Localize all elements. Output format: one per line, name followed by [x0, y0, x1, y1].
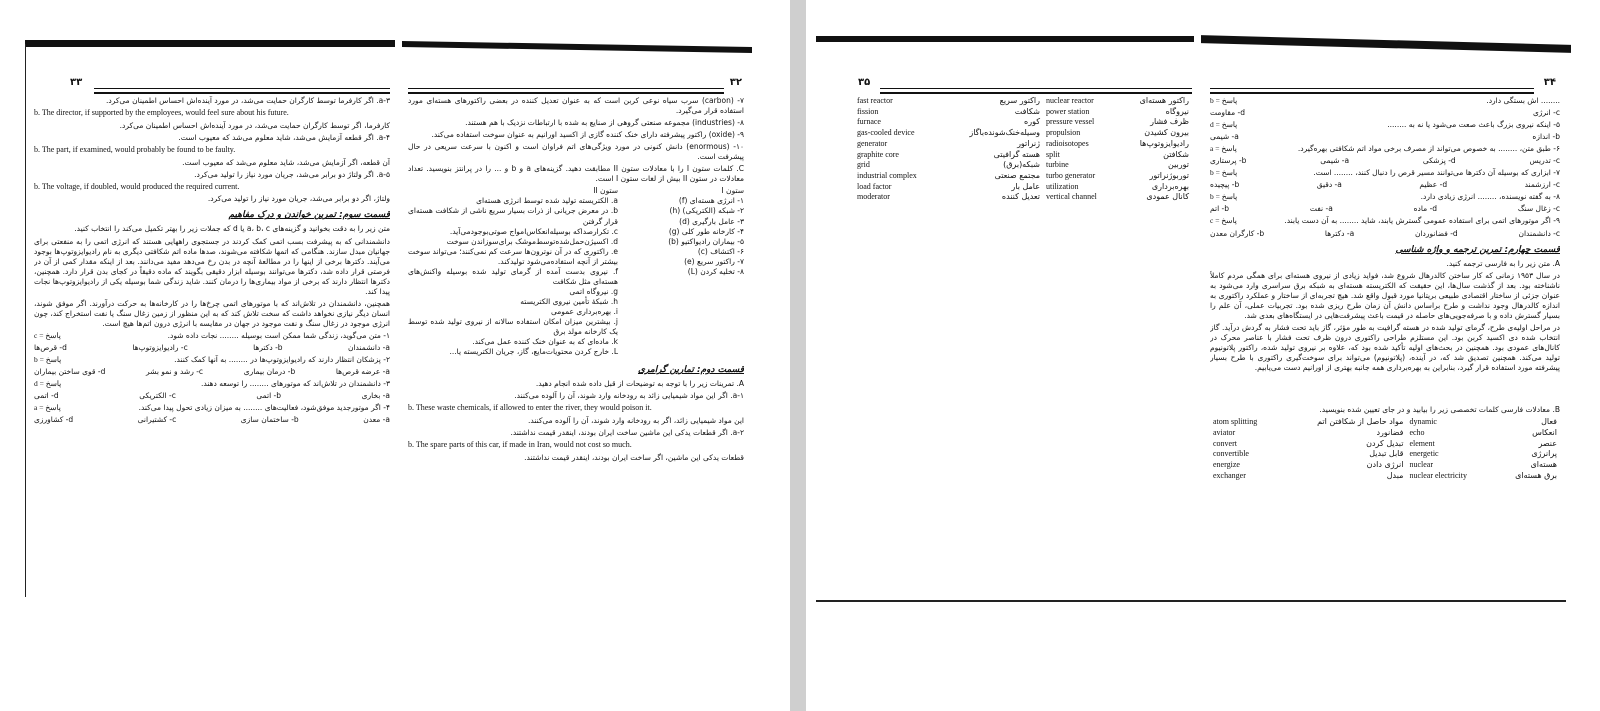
answer-key: پاسخ = b — [34, 355, 62, 365]
column-two-item: f. نیروی بدست آمده از گرمای تولید شده بوسیله واکنش‌های هسته‌ای مثل شکافت — [408, 266, 618, 286]
answer-option: a- نفت — [1309, 204, 1333, 214]
column-two-item: L. خارج کردن محتویات‌مایع، گاز، جریان الکتریسته یا... — [449, 347, 618, 357]
question-stem: ۷- ابزاری که بوسیله آن دکترها می‌توانند مسیر قرص را دنبال کنند، ........ است. — [1313, 168, 1560, 178]
persian-term: رادیوایزوتوپ‌ها — [1139, 138, 1189, 148]
answer-options — [1210, 180, 1560, 190]
english-term: grid — [857, 160, 870, 170]
persian-term: کوره — [1024, 117, 1041, 127]
question-stem: ۹- اگر موتورهای اتمی برای استفاده عمومی گسترش یابند، شاید ........ به آن دست یابند. — [1284, 216, 1560, 226]
answer-option: d- فضانوردان — [1414, 228, 1458, 238]
english-term: vertical channel — [1046, 192, 1097, 202]
vocabulary-row — [854, 107, 1192, 118]
answer-key: پاسخ = b — [1210, 96, 1238, 105]
answer-option: b- کارگران معدن — [1210, 228, 1265, 238]
page-body — [854, 96, 1192, 203]
answer-option: c- زغال سنگ — [1517, 204, 1560, 214]
answer-option: d- اتمی — [34, 391, 59, 401]
header-rule — [1210, 88, 1534, 94]
english-term: pressure vessel — [1046, 117, 1095, 127]
answer-key: پاسخ = a — [34, 403, 61, 413]
exercise-instruction: A. تمرینات زیر را با توجه به توضیحات از قبل داده شده انجام دهید. — [535, 379, 744, 389]
answer-option: b- پرستاری — [1210, 156, 1247, 166]
english-term: exchanger — [1213, 470, 1246, 480]
english-term: fast reactor — [857, 96, 893, 105]
column-one-item: ۸- تخلیه کردن (L) — [687, 266, 744, 276]
persian-term: انعکاس — [1532, 427, 1557, 437]
answer-option: a- شیمی — [1210, 132, 1239, 142]
vocabulary-row — [854, 160, 1192, 171]
question-stem: ۵- اینکه نیروی بزرگ باعث صعت می‌شود یا نه به ........ — [1387, 120, 1560, 130]
english-term: gas-cooled device — [857, 128, 915, 138]
reading-paragraph: دانشمندانی که به پیشرفت بسب اتمی کمک کردند در جستجوی راههایی هستند که انرژی اتمی را به منفعتی برای جهانیان مبدل سازند. هنگامی که اتمها شکافته می‌شوند، صدها ماده اتم شکافتی دیگری به نام رادیوایزوتوپ‌ها بوجود می‌آیند. دکترها برخی از اینها را در مطالعهٔ آنچه در بدن رخ می‌دهد مفید می‌دانند. بعد از اینکه مقدار کمی از آن در فرصتی قرار داده شد، دکترها می‌توانند بوسیله ابزار دقیقی بگویند که ماده دقیقاً در کجای بدن قرار دارد. همچنین، دکترها انتظار دارند که برخی از مواد بیماری‌ها را درمان کنند. شاید زندگی شما بوسیله یکی از رادیوایزوتوپ‌ها نجات پیدا کند. — [34, 236, 390, 296]
question-stem-row — [1210, 96, 1560, 106]
persian-term: انرژی دادن — [1366, 460, 1404, 470]
persian-term: پرانرژی — [1531, 449, 1557, 459]
column-one-item: ۶- اکتشاف (c) — [697, 246, 744, 256]
answer-option: a- عرضه قرص‌ها — [335, 367, 390, 377]
english-term: energetic — [1409, 449, 1439, 459]
column-one-item: ۲- شبکه (الکتریکی) (h) — [669, 206, 744, 216]
column-one-item: ۷- راکتور سریع (e) — [684, 256, 744, 266]
answer-key: پاسخ = b — [1210, 192, 1238, 202]
answer-options — [34, 415, 390, 425]
answer-option: b- اتم — [1210, 204, 1230, 214]
answer-option: b- درمان بیماری — [243, 367, 296, 377]
column-one-item: ۴- کارخانه طور کلی (g) — [668, 226, 744, 236]
answer-options — [34, 367, 390, 377]
english-sentence: b. The director, if supported by the employees, would feel sure about his future. — [34, 108, 289, 118]
persian-term: توربین — [1168, 160, 1189, 170]
vocabulary-row — [854, 182, 1192, 193]
persian-sentence: کارفرما، اگر توسط کارگران حمایت می‌شد، در مورد آینده‌اش احساس اطمینان می‌کرد. — [119, 120, 390, 130]
column-two-item: d. اکسیژن‌حمل‌شده‌توسط‌موشک برای‌سوزاندن سوخت — [446, 236, 618, 246]
header-rule — [880, 88, 1192, 94]
persian-term: مواد حاصل از شکافتن اتم — [1317, 417, 1404, 427]
equivalents-row — [1210, 460, 1560, 471]
english-term: convert — [1213, 438, 1237, 448]
column-two-item: b. در معرض جریانی از ذرات بسیار سریع ناشی از شکافت هسته‌ای قرار گرفتن — [408, 206, 618, 226]
persian-term: راکتور سریع — [999, 96, 1041, 105]
persian-sentence: آن قطعه، اگر آزمایش می‌شد، شاید معلوم می‌شد که معیوب است. — [182, 157, 390, 167]
left-scanned-spread — [0, 0, 790, 711]
spacer — [1210, 375, 1560, 405]
answer-option: d- ماده — [1413, 204, 1438, 214]
question-stem: ۳- دانشمندان در تلاش‌اند که موتورهای ........ را توسعه دهند. — [200, 379, 390, 389]
exercise-instruction: متن زیر را به دقت بخوانید و گزینه‌های a، b، c یا d که جملات زیر را بهتر تکمیل می‌کند را انتخاب کنید. — [74, 224, 390, 234]
column-title: ستون I — [721, 186, 744, 196]
answer-option: a- بخاری — [361, 391, 390, 401]
persian-term: مجتمع صنعتی — [994, 171, 1041, 181]
answer-option: b- پیچیده — [1210, 180, 1240, 190]
question-stem: ۴- اگر موتورجدید موفق‌شود، فعالیت‌های ........ به میزان زیادی تحول پیدا می‌کند. — [138, 403, 390, 413]
equivalents-row — [1210, 449, 1560, 460]
persian-term: توربوژنراتور — [1149, 171, 1189, 181]
persian-term: عامل بار — [1011, 181, 1041, 191]
column-two-item: i. بهره‌برداری عمومی — [551, 306, 618, 316]
question-stem: ۱- متن می‌گوید، زندگی شما ممکن است بوسیله ........ نجات داده شود. — [167, 330, 390, 340]
page-body — [1210, 96, 1560, 481]
answer-options — [1210, 108, 1560, 118]
matching-columns — [408, 186, 744, 359]
answer-option: d- مقاومت — [1210, 108, 1245, 118]
english-sentence: b. The voltage, if doubled, would produced the required current. — [34, 181, 240, 191]
answer-option: d- کشاورزی — [34, 415, 74, 425]
page-35 — [854, 40, 1192, 240]
page-33 — [34, 40, 390, 600]
answer-key: پاسخ = c — [34, 330, 61, 340]
answer-option: b- دکترها — [253, 343, 283, 352]
vocabulary-row — [854, 171, 1192, 182]
page-number: ۳۴ — [1543, 77, 1556, 88]
answer-key: پاسخ = a — [1210, 144, 1237, 154]
answer-option: b- اندازه — [1532, 132, 1560, 142]
persian-sentence: a-۱. اگر این مواد شیمیایی زائد به رودخانه وارد شوند، آن را آلوده می‌کنند. — [514, 391, 744, 401]
answer-options — [1210, 132, 1560, 142]
persian-sentence: a-۲. اگر قطعات یدکی این ماشین ساخت ایران بودند، اینقدر قیمت نداشتند. — [510, 428, 744, 438]
page-body — [34, 96, 390, 427]
english-term: fission — [857, 106, 879, 116]
persian-term: فعال — [1541, 417, 1557, 427]
answer-option: d- قرص‌ها — [34, 343, 67, 352]
answer-option: c- دانشمندان — [1518, 228, 1560, 238]
question-stem-row — [34, 379, 390, 389]
english-term: nuclear — [1409, 460, 1433, 470]
persian-sentence: a-۳. اگر کارفرما توسط کارگران حمایت می‌شد، در مورد آینده‌اش احساس اطمینان می‌کرد. — [105, 96, 390, 105]
english-term: graphite core — [857, 149, 899, 159]
english-term: generator — [857, 138, 888, 148]
column-two-item: h. شبکهٔ تأمین نیروی الکتریسته — [520, 296, 618, 306]
reading-paragraph: همچنین، دانشمندان در تلاش‌اند که با موتورهای اتمی چرخ‌ها را در کارخانه‌ها به حرکت درآورند. اگر موفق شوند، انسان دیگر نیازی نخواهد داشت که سخت تلاش کند که به این منظور از زمین زغال سنگ یا نفت استخراج کند، چون انرژی موجود در زغال سنگ و نفت موجود در جهان در مقایسه با انرژی درون اتم‌ها هیچ است. — [34, 298, 390, 328]
vocabulary-row — [854, 139, 1192, 150]
persian-term: کانال عمودی — [1146, 192, 1189, 202]
definition-line: ۷- (carbon) سرب سیاه نوعی کربن است که به عنوان تعدیل کننده در بعضی راکتورهای هسته‌ای مورد استفاده قرار می‌گیرد. — [408, 96, 744, 116]
answer-option: a- شیمی — [1320, 156, 1350, 166]
answer-key: پاسخ = d — [1210, 120, 1238, 130]
english-term: turbo generator — [1046, 171, 1096, 181]
answer-key: پاسخ = b — [1210, 168, 1238, 178]
persian-term: تعدیل کننده — [1001, 192, 1041, 202]
persian-sentence: ولتاژ، اگر دو برابر می‌شد، جریان مورد نیاز را تولید می‌کرد. — [207, 194, 390, 204]
english-term: energize — [1213, 460, 1240, 470]
answer-option: b- اتمی — [256, 391, 282, 401]
answer-option: c- تدریس — [1529, 156, 1560, 166]
persian-term: مبدل — [1386, 470, 1404, 480]
question-stem-row — [1210, 144, 1560, 154]
equivalents-row — [1210, 417, 1560, 428]
answer-option: c- انرژی — [1532, 108, 1560, 118]
question-stem-row — [34, 403, 390, 413]
exercise-instruction: B. معادلات فارسی کلمات تخصصی زیر را بیابید و در جای تعیین شده بنویسید. — [1319, 405, 1560, 415]
english-term: industrial complex — [857, 171, 917, 181]
english-term: moderator — [857, 192, 890, 202]
answer-option: a- معدن — [363, 415, 390, 425]
column-one-item: ۳- عامل بارگیری (d) — [679, 216, 744, 226]
question-stem-row — [1210, 168, 1560, 178]
answer-option: c- ارزشمند — [1524, 180, 1560, 190]
persian-term: بهره‌برداری — [1151, 181, 1189, 191]
persian-term: شکافت — [1014, 106, 1041, 116]
section-heading: قسمت چهارم: تمرین ترجمه و واژه شناسی — [1395, 244, 1560, 255]
page-edge-line — [25, 44, 26, 597]
equivalents-table — [1210, 417, 1560, 481]
english-term: echo — [1409, 427, 1425, 437]
persian-sentence: این مواد شیمیایی زائد، اگر به رودخانه وارد شوند، آن را آلوده می‌کنند. — [527, 416, 744, 426]
persian-term: عنصر — [1538, 438, 1557, 448]
definition-line: ۱۰- (enormous) دانش کنونی در مورد ویژگی‌های اتم فراوان است و اکنون با سرعت سریعی در حال پیشرفت است. — [408, 142, 744, 162]
page-body — [408, 96, 744, 465]
answer-options — [1210, 156, 1560, 166]
answer-option: a- دقیق — [1316, 180, 1342, 190]
question-stem-row — [34, 355, 390, 365]
persian-term: بیرون کشیدن — [1144, 128, 1189, 138]
header-rule — [408, 88, 724, 94]
column-one — [624, 186, 744, 357]
persian-sentence: a-۵. اگر ولتاژ دو برابر می‌شد، جریان مورد نیاز را تولید می‌کرد. — [194, 169, 390, 179]
persian-term: هسته‌ای — [1530, 460, 1557, 470]
answer-key: پاسخ = c — [1210, 216, 1237, 226]
persian-term: برق هسته‌ای — [1515, 470, 1557, 480]
answer-options — [1210, 229, 1560, 239]
page-number: ۳۵ — [858, 77, 871, 88]
column-two-item: a. الکتریسته تولید شده توسط انرژی هسته‌ای — [476, 196, 618, 206]
column-two-item: j. بیشترین میزان امکان استفاده سالانه از نیروی تولید شده توسط یک کارخانه مولد برق — [408, 316, 618, 337]
definition-line: ۹- (oxide) راکتور پیشرفته دارای خنک کننده گازی از اکسید اورانیم به عنوان سوخت استفاده می‌کند. — [431, 130, 744, 140]
english-sentence: b. The part, if examined, would probably be found to be faulty. — [34, 144, 236, 154]
definition-line: ۸- (industries) مجموعه صنعتی گروهی از صنایع به شده با ارتباطات نزدیک با هم هستند. — [465, 118, 744, 128]
english-term: convertible — [1213, 449, 1249, 459]
answer-option: b- ساختمان سازی — [240, 415, 299, 425]
column-two — [408, 186, 618, 357]
section-heading: قسمت دوم: تمارین گرامری — [637, 365, 744, 376]
equivalents-row — [1210, 439, 1560, 450]
english-term: radioisotopes — [1046, 138, 1089, 148]
persian-term: هسته گرافیتی — [993, 149, 1041, 159]
exercise-instruction: A. متن زیر را به فارسی ترجمه کنید. — [1446, 258, 1560, 268]
answer-option: c- رادیوایزوتوپ‌ها — [132, 343, 188, 352]
english-sentence: b. The spare parts of this car, if made in Iran, would not cost so much. — [408, 440, 632, 450]
persian-term: نیروگاه — [1165, 106, 1189, 116]
question-stem: ۸- به گفته نویسنده، ........ انرژی زیادی دارد. — [1420, 192, 1560, 202]
english-term: load factor — [857, 181, 892, 191]
page-number: ۳۳ — [70, 77, 83, 88]
column-two-item: g. نیروگاه اتمی — [569, 286, 618, 296]
persian-sentence: a-۴. اگر قطعه آزمایش می‌شد، شاید معلوم می‌شد که معیوب است. — [178, 132, 390, 142]
english-term: nuclear electricity — [1409, 470, 1467, 480]
english-term: furnace — [857, 117, 881, 127]
english-term: dynamic — [1409, 417, 1437, 427]
answer-key: پاسخ = d — [34, 379, 62, 389]
persian-term: وسیله‌خنک‌شونده‌باگاز — [969, 128, 1041, 138]
right-scanned-spread — [806, 0, 1600, 711]
answer-options — [1210, 204, 1560, 214]
column-one-item: ۱- انرژی هسته‌ای (f) — [678, 196, 744, 206]
answer-option: d- عظیم — [1419, 180, 1448, 190]
page-32 — [408, 40, 744, 600]
question-stem-row — [1210, 192, 1560, 202]
persian-term: ظرف فشار — [1150, 117, 1189, 127]
answer-options — [34, 343, 390, 353]
persian-term: شبکه(برق) — [1003, 160, 1041, 170]
answer-options — [34, 391, 390, 401]
english-term: nuclear reactor — [1046, 96, 1094, 105]
spread-divider — [790, 0, 806, 711]
page-number: ۳۲ — [729, 77, 742, 88]
section-heading: قسمت سوم: تمرین خواندن و درک مفاهیم — [228, 210, 390, 221]
question-stem: ........ اش بستگی دارد. — [1486, 96, 1560, 105]
column-one-item: ۵- بیماران رادیواکتیو (b) — [668, 236, 744, 246]
vocabulary-row — [854, 128, 1192, 139]
page-34 — [1210, 40, 1560, 600]
matching-instructions: C. کلمات ستون I را با معادلات ستون II مطابقت دهید. گزینه‌های a و b و ... را در پرانتز بنویسید. تعداد معادلات در ستون II بیش از لغات ستون I است. — [408, 164, 744, 184]
english-term: power station — [1046, 106, 1090, 116]
answer-option: a- دکترها — [1324, 228, 1355, 238]
header-rule — [94, 88, 390, 94]
answer-option: c- الکتریکی — [139, 391, 176, 401]
persian-term: ژنراتور — [1017, 138, 1041, 148]
english-term: utilization — [1046, 181, 1079, 191]
persian-term: تبدیل کردن — [1366, 438, 1404, 448]
english-term: split — [1046, 149, 1060, 159]
answer-option: d- قوی ساختن بیماران — [34, 367, 106, 377]
persian-term: فضانورد — [1376, 427, 1404, 437]
persian-term: شکافتن — [1163, 149, 1189, 159]
english-term: element — [1409, 438, 1435, 448]
column-two-item: k. ماده‌ای که به عنوان خنک کننده عمل می‌کند. — [472, 337, 618, 347]
question-stem-row — [34, 331, 390, 341]
answer-option: a- دانشمندان — [347, 343, 390, 352]
english-term: turbine — [1046, 160, 1069, 170]
translation-paragraph: در سال ۱۹۵۳ زمانی که کار ساختن کالدرهال شروع شد، فواید زیادی از نیروی هسته‌ای برای همگی مردم کاملاً ناشناخته بود. بعد از گذشت سال‌ها، این حقیقت که الکتریسته هسته‌ای به شبکه برق سراسری وارد می‌شود به عنوان جزئی از ساختار اقتصادی طبیعی بریتانیا مورد قبول واقع شد. هیچ تجربه‌ای از ساختار و عملکرد راکتوری به اندازه کالدرهال وجود نداشت و طرح براساس دانش آن زمان طرح ریزی شده بود. تجربیات عملی، آن علم را بسیار گسترش داده و با صرفه‌جویی‌های حاصله در قیمت باعث پیشرفت‌هایی در ایستگاه‌های بعدی شد. — [1210, 270, 1560, 320]
vocabulary-row — [854, 96, 1192, 107]
persian-term: قابل تبدیل — [1369, 449, 1404, 459]
column-title: ستون II — [593, 186, 618, 196]
english-term: atom splitting — [1213, 417, 1258, 427]
english-term: propulsion — [1046, 128, 1081, 138]
vocabulary-row — [854, 150, 1192, 161]
vocabulary-table — [854, 96, 1192, 203]
equivalents-row — [1210, 428, 1560, 439]
equivalents-row — [1210, 471, 1560, 482]
answer-option: d- پزشکی — [1422, 156, 1456, 166]
question-stem: ۲- پزشکان انتظار دارند که رادیوایزوتوپ‌ها در ........ به آنها کمک کنند. — [174, 355, 390, 365]
vocabulary-row — [854, 117, 1192, 128]
question-stem-row — [1210, 120, 1560, 130]
column-two-item: c. تکرارصداکه بوسیله‌انعکاس‌امواج صوتی‌بوجودمی‌آید. — [449, 226, 618, 236]
english-sentence: b. These waste chemicals, if allowed to enter the river, they would poison it. — [408, 403, 652, 413]
page-bottom-edge — [816, 600, 1566, 602]
english-term: aviator — [1213, 427, 1236, 437]
translation-paragraph: در مراحل اولیه‌ی طرح، گرمای تولید شده در هسته گرافیت به طور مؤثر، گاز باید تحت فشار به گردش درآید. گاز انتخاب شده دی اکسید کربن بود. این مستلزم طراحی راکتوری درون ظرف تحت فشار با عناصر محرک در کانال‌های عمودی بود. همچنین در بحث‌های اولیه تأکید شده بود که، علاوه بر نیروی تولید شده، راکتور پلاتونیوم تولید می‌کند. همچنین تصدیق شد که، در آینده، (پلاتونیوم) می‌تواند برای سوخت‌گیری راکتوری با طرح بسیار پیشرفته مورد استفاده قرار گیرد، بنابراین به بهره‌برداری همه جانبه بهتری از اورانیم دست می‌یابیم. — [1210, 322, 1560, 373]
answer-option: c- رشد و نمو بشر — [146, 367, 204, 377]
column-two-item: e. راکتوری که در آن نوترون‌ها سرعت کم نمی‌کنند؛ می‌تواند سوخت بیشتر از آنچه استفاده‌می‌شود تولیدکند. — [408, 246, 618, 266]
answer-option: c- کشتیرانی — [137, 415, 177, 425]
persian-term: راکتور هسته‌ای — [1139, 96, 1189, 105]
persian-sentence: قطعات یدکی این ماشین، اگر ساخت ایران بودند، اینقدر قیمت نداشتند. — [524, 452, 744, 462]
vocabulary-row — [854, 192, 1192, 203]
question-stem-row — [1210, 216, 1560, 226]
question-stem: ۶- طبق متن، ........ به خصوص می‌تواند از مصرف برخی مواد اتم شکافتی بهره‌گیرد. — [1297, 144, 1560, 154]
